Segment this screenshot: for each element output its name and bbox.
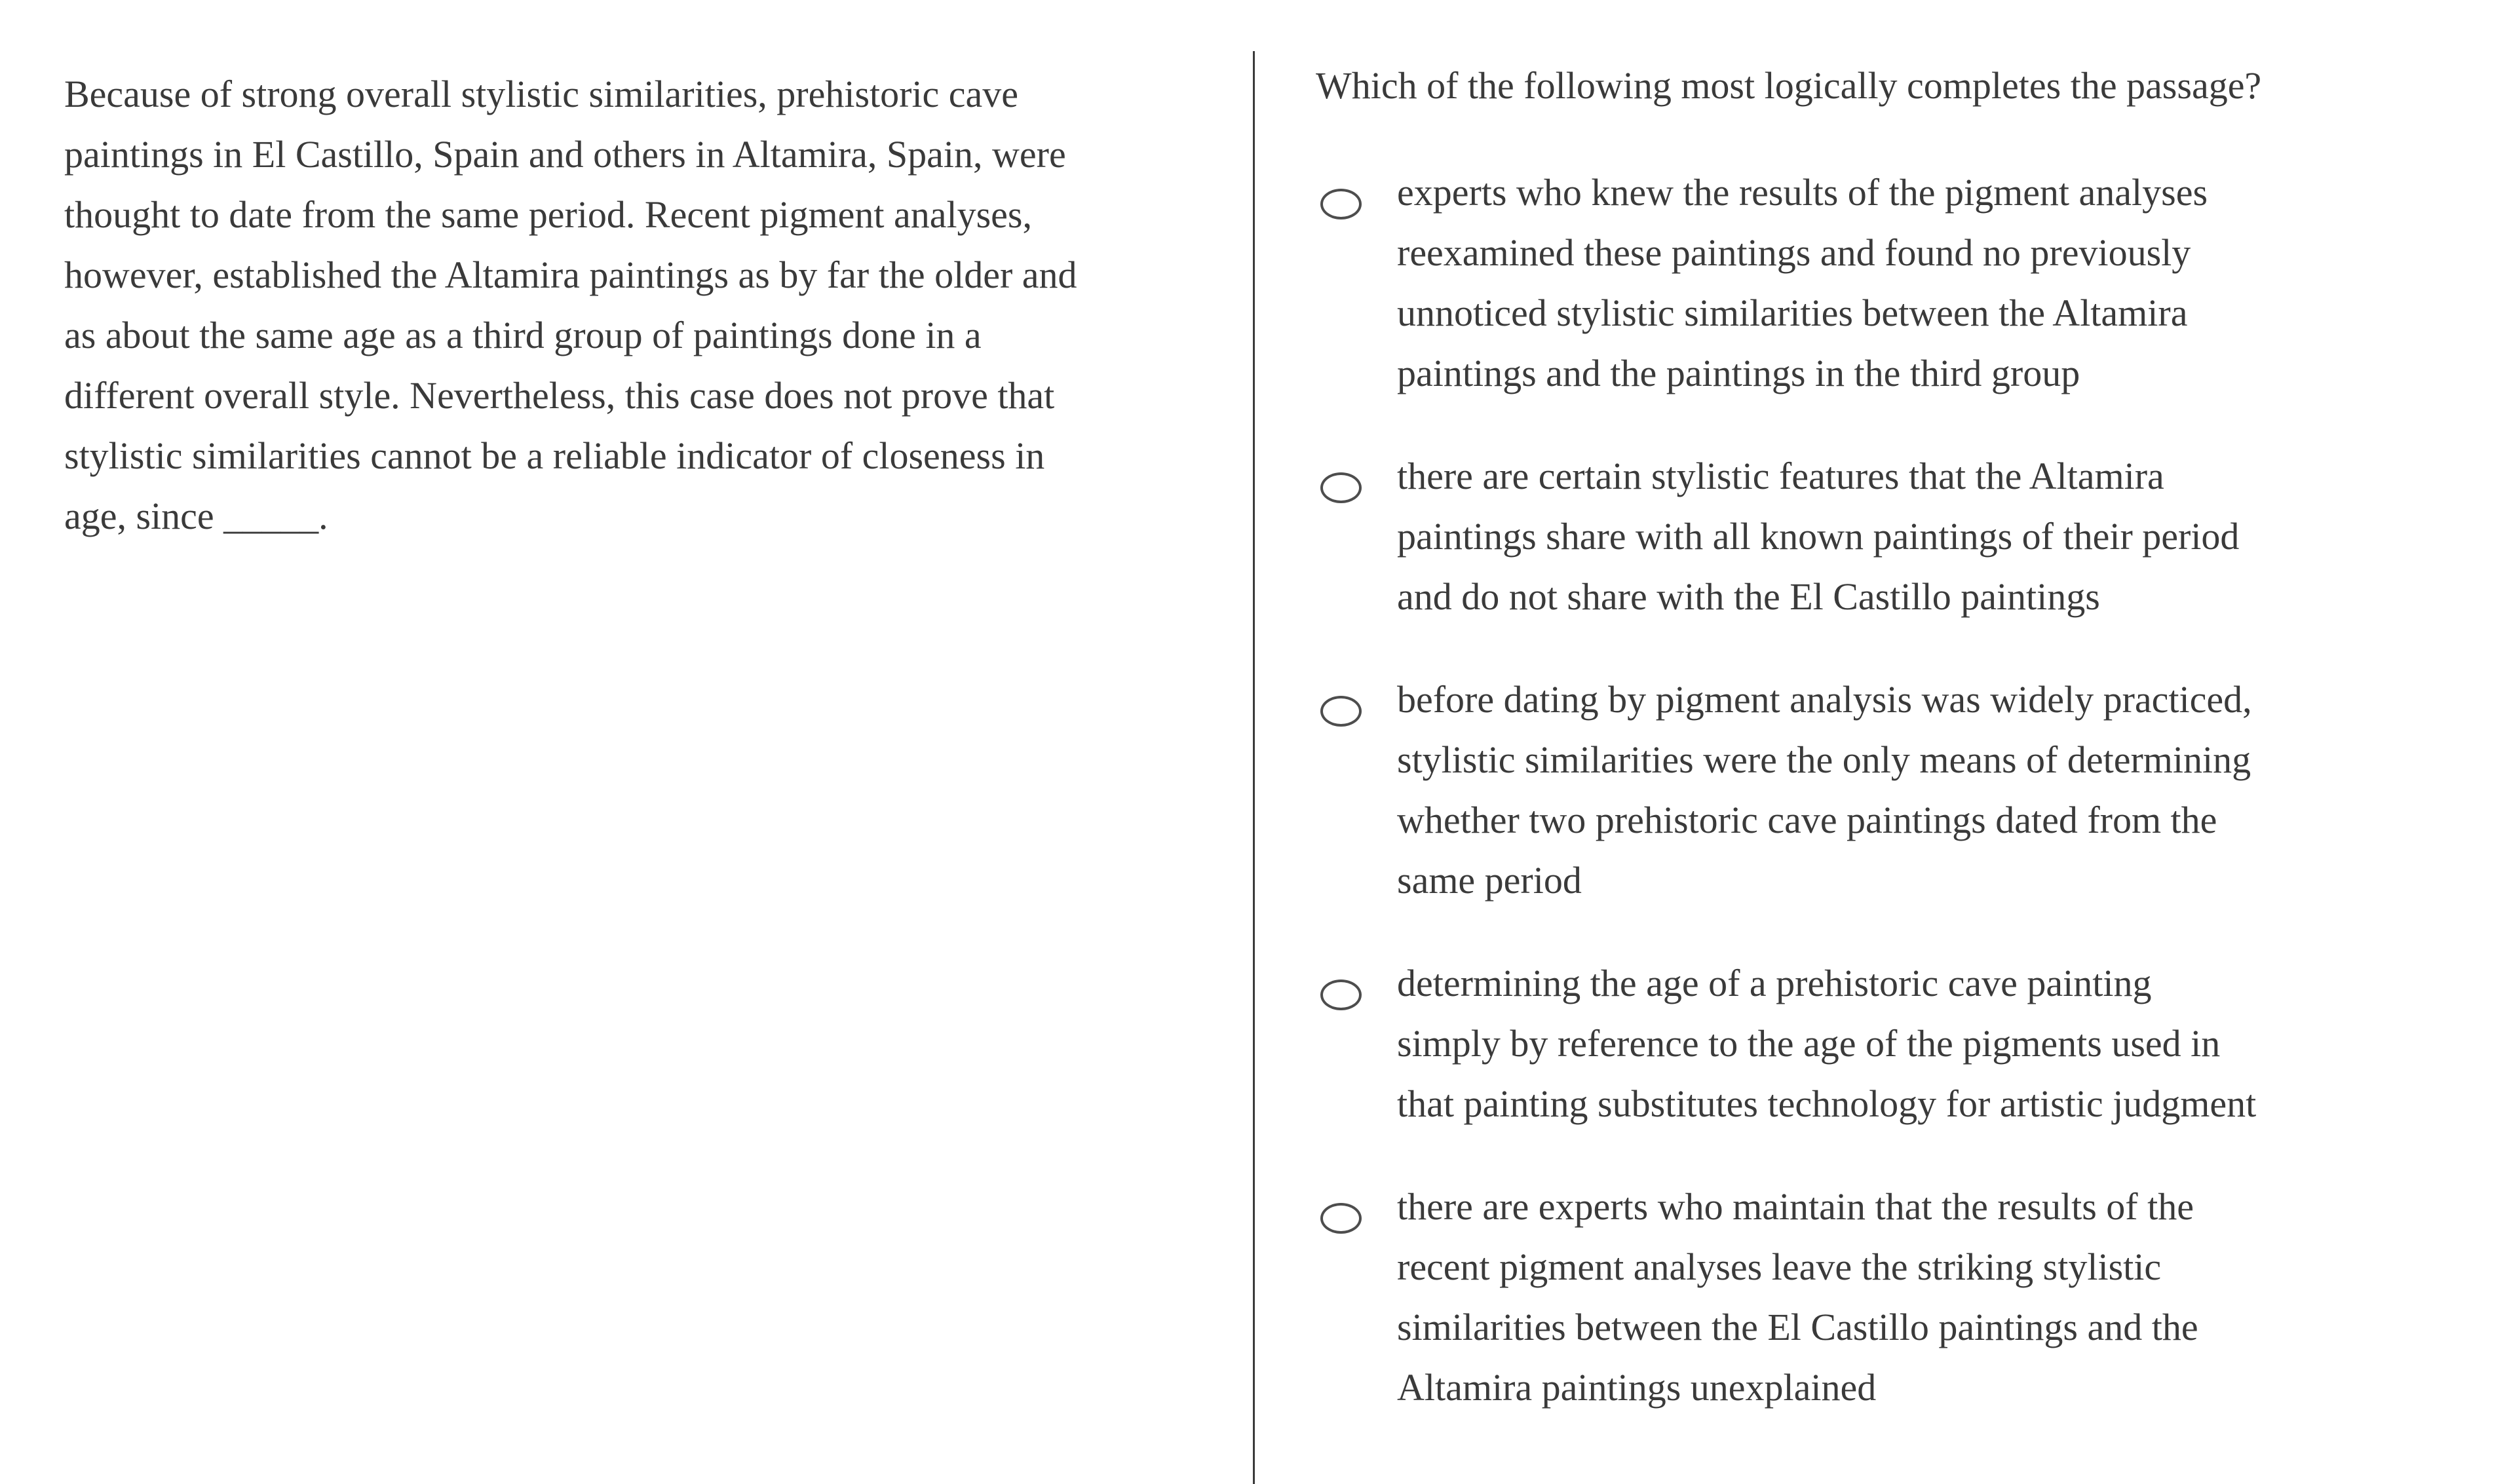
column-divider (1253, 51, 1255, 1484)
passage-panel (64, 64, 1217, 546)
option-text-line: Altamira paintings unexplained (1397, 1366, 1877, 1409)
answer-option-1[interactable] (1316, 162, 2443, 404)
passage-line: stylistic similarities cannot be a reliable indicator of closeness in (64, 434, 1045, 477)
option-text (1397, 1177, 2198, 1418)
passage-line: as about the same age as a third group of paintings done in a (64, 314, 982, 356)
answer-options (1316, 162, 2443, 1418)
passage-line: thought to date from the same period. Recent pigment analyses, (64, 193, 1032, 236)
option-text-line: recent pigment analyses leave the striking stylistic (1397, 1246, 2162, 1288)
passage-line-blank: age, since _____. (64, 495, 328, 537)
question-panel (1316, 56, 2443, 1460)
option-radio-icon[interactable] (1320, 1203, 1362, 1234)
passage-line: paintings in El Castillo, Spain and others in Altamira, Spain, were (64, 133, 1066, 176)
option-text-line: similarities between the El Castillo paintings and the (1397, 1306, 2198, 1348)
question-prompt: Which of the following most logically completes the passage? (1316, 64, 2262, 107)
option-radio-icon[interactable] (1320, 696, 1362, 727)
option-radio-icon[interactable] (1320, 980, 1362, 1010)
option-text-line: determining the age of a prehistoric cave painting (1397, 962, 2152, 1004)
passage-line: Because of strong overall stylistic similarities, prehistoric cave (64, 73, 1019, 115)
option-text-line: there are certain stylistic features that the Altamira (1397, 455, 2164, 497)
option-radio-icon[interactable] (1320, 472, 1362, 503)
option-text-line: that painting substitutes technology for artistic judgment (1397, 1082, 2257, 1125)
option-text-line: simply by reference to the age of the pigments used in (1397, 1022, 2221, 1065)
option-text-line: paintings and the paintings in the third group (1397, 352, 2080, 394)
answer-option-2[interactable] (1316, 446, 2443, 627)
option-radio-icon[interactable] (1320, 189, 1362, 219)
option-text-line: and do not share with the El Castillo paintings (1397, 575, 2100, 618)
option-text-line: before dating by pigment analysis was widely practiced, (1397, 678, 2252, 721)
answer-option-4[interactable] (1316, 953, 2443, 1134)
option-text-line: whether two prehistoric cave paintings dated from the (1397, 799, 2217, 841)
option-text (1397, 162, 2208, 404)
option-text (1397, 953, 2256, 1134)
passage-line: however, established the Altamira paintings as by far the older and (64, 254, 1077, 296)
answer-option-3[interactable] (1316, 670, 2443, 911)
option-text-line: experts who knew the results of the pigment analyses (1397, 171, 2208, 214)
option-text (1397, 446, 2239, 627)
option-text-line: unnoticed stylistic similarities between the Altamira (1397, 292, 2188, 334)
option-text-line: there are experts who maintain that the results of the (1397, 1185, 2194, 1228)
passage-line: different overall style. Nevertheless, this case does not prove that (64, 374, 1055, 417)
option-text-line: stylistic similarities were the only means of determining (1397, 738, 2251, 781)
option-text (1397, 670, 2252, 911)
answer-option-5[interactable] (1316, 1177, 2443, 1418)
option-text-line: paintings share with all known paintings of their period (1397, 515, 2240, 558)
option-text-line: same period (1397, 859, 1582, 902)
option-text-line: reexamined these paintings and found no previously (1397, 231, 2191, 274)
